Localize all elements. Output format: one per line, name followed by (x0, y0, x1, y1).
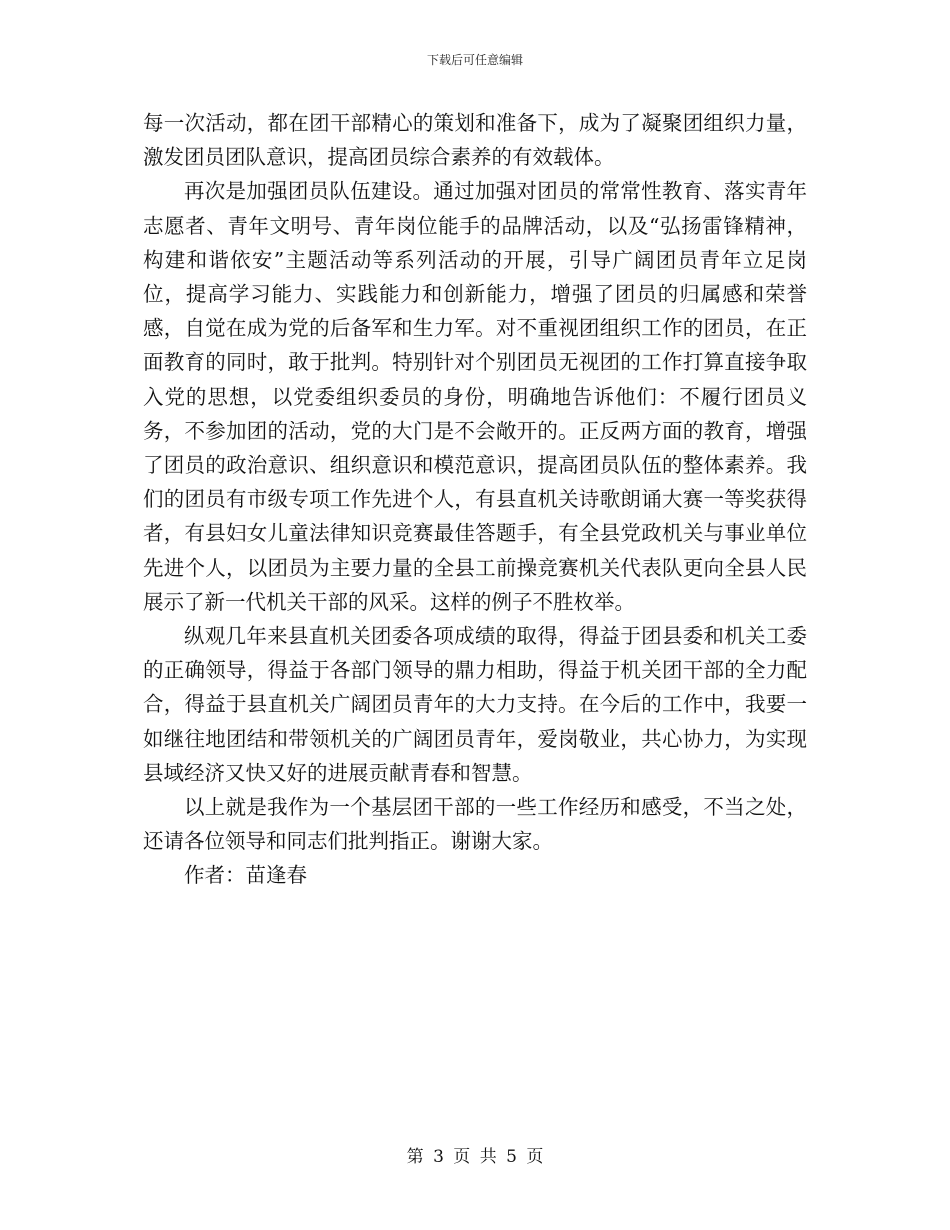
paragraph-2: 再次是加强团员队伍建设。通过加强对团员的常常性教育、落实青年志愿者、青年文明号、青年岗位能手的品牌活动，以及“弘扬雷锋精神，构建和谐依安”主题活动等系列活动的开展，引导广阔团员青年立足岗位，提高学习能力、实践能力和创新能力，增强了团员的归属感和荣誉感，自觉在成为党的后备军和生力军。对不重视团组织工作的团员，在正面教育的同时，敢于批判。特别针对个别团员无视团的工作打算直接争取入党的思想，以党委组织委员的身份，明确地告诉他们：不履行团员义务，不参加团的活动，党的大门是不会敞开的。正反两方面的教育，增强了团员的政治意识、组织意识和模范意识，提高团员队伍的整体素养。我们的团员有市级专项工作先进个人，有县直机关诗歌朗诵大赛一等奖获得者，有县妇女儿童法律知识竞赛最佳答题手，有全县党政机关与事业单位先进个人，以团员为主要力量的全县工前操竞赛机关代表队更向全县人民展示了新一代机关干部的风采。这样的例子不胜枚举。 (143, 179, 807, 614)
header-note: 下载后可任意编辑 (426, 53, 523, 67)
paragraph-1: 每一次活动，都在团干部精心的策划和准备下，成为了凝聚团组织力量，激发团员团队意识，提高团员综合素养的有效载体。 (143, 111, 807, 170)
paragraph-3: 纵观几年来县直机关团委各项成绩的取得，得益于团县委和机关工委的正确领导，得益于各部门领导的鼎力相助，得益于机关团干部的全力配合，得益于县直机关广阔团员青年的大力支持。在今后的工作中，我要一如继往地团结和带领机关的广阔团员青年，爱岗敬业，共心协力，为实现县域经济又快又好的进展贡献青春和智慧。 (143, 624, 807, 785)
paragraph-4: 以上就是我作为一个基层团干部的一些工作经历和感受，不当之处，还请各位领导和同志们批判指正。谢谢大家。 (143, 795, 807, 854)
document-body (143, 106, 807, 893)
author-line: 作者：苗逢春 (184, 863, 307, 888)
page-number: 第 3 页 共 5 页 (406, 1147, 544, 1167)
